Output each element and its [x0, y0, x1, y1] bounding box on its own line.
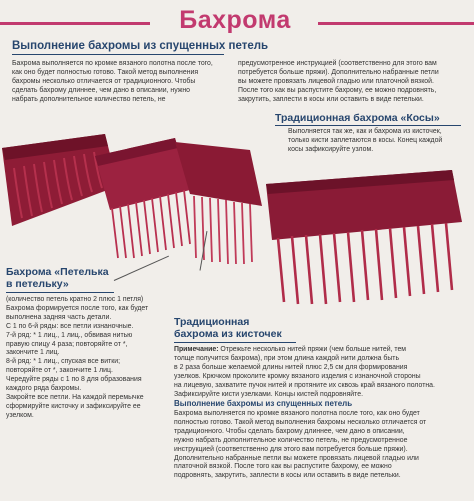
- braids-line: только кисти заплетаются в косы. Конец каждой: [288, 136, 443, 144]
- dropped-line: полностью готово. Такой метод выполнения бахромы несколько отличается от: [174, 418, 427, 426]
- loop-fringe-line: каждого ряда бахромы.: [6, 385, 82, 393]
- dropped-line: традиционного. Чтобы сделать бахрому длиннее, чем дано в описании,: [174, 427, 405, 435]
- dropped-line: платочной вязкой. После того как вы распустите бахрому, ее можно: [174, 463, 392, 471]
- intro-text-right: [238, 60, 470, 105]
- intro-line: набрать дополнительное количество петель, не: [12, 95, 166, 103]
- tassel-heading-rule: [174, 342, 296, 343]
- title-rule-left: [0, 22, 150, 25]
- dropped-line: Дополнительно набранные петли вы можете провязать лицевой гладью или: [174, 454, 419, 462]
- loop-fringe-line: (количество петель кратно 2 плюс 1 петля): [6, 296, 144, 303]
- dropped-line: подровнять, закрутить, заплести в косы или оставить в виде петельки.: [174, 472, 401, 480]
- braids-heading-rule: [275, 125, 461, 126]
- intro-line: закрутить, заплести в косы или оставить в виде петельки.: [238, 95, 424, 103]
- tassel-note-line: Отрежьте несколько нитей пряжи (чем больше нитей, тем: [218, 346, 407, 353]
- title-bar: [0, 6, 474, 36]
- loop-fringe-line: выполнена задняя часть детали.: [6, 313, 112, 321]
- tassel-heading-line-1: Традиционная: [174, 316, 250, 328]
- intro-line: как оно будет полностью готово. Такой метод выполнения: [12, 68, 199, 76]
- note-label: Примечание:: [174, 346, 219, 353]
- title-rule-right: [318, 22, 474, 25]
- intro-text-left: [12, 60, 227, 105]
- loop-fringe-line: правую спицу 4 раза; повторяйте от *,: [6, 340, 128, 348]
- dropped-heading: Выполнение бахромы из спущенных петель: [174, 399, 353, 408]
- section-heading-rule: [12, 54, 224, 55]
- intro-line: Бахрома выполняется по кромке вязаного полотна после того,: [12, 60, 213, 67]
- tassel-note-first-line: [174, 346, 470, 355]
- braids-line: Выполняется так же, как и бахрома из кисточек,: [288, 128, 442, 135]
- braided-fringe-photo: [252, 162, 474, 312]
- intro-line: После того как вы распустите бахрому, ее можно подровнять,: [238, 86, 437, 94]
- tassel-note-line: на лицевую, захватите пучок нитей и протяните их сквозь край вязаного полотна.: [174, 381, 435, 389]
- dropped-line: инструкцией (соответственно для этого вам потребуется больше пряжи).: [174, 445, 408, 453]
- loop-fringe-line: Чередуйте ряды с 1 по 8 для образования: [6, 376, 142, 384]
- dropped-line: Бахрома выполняется по кромке вязаного полотна после того, как оно будет: [174, 410, 420, 417]
- loop-fringe-line: повторяйте от *, закончите 1 лиц.: [6, 367, 113, 375]
- loop-fringe-text: [6, 296, 182, 421]
- tassel-note: [174, 346, 470, 399]
- tassel-note-line: Зафиксируйте кисти узелками. Концы кистей подровняйте.: [174, 390, 363, 398]
- loop-fringe-line: 8-й ряд: * 1 лиц., спуская все витки;: [6, 358, 120, 366]
- middle-swatch-body: [175, 142, 262, 206]
- loop-fringe-line: закончите 1 лиц.: [6, 349, 60, 357]
- loop-fringe-heading: [6, 266, 109, 290]
- loop-fringe-line: Бахрома формируется после того, как будет: [6, 304, 149, 312]
- loop-fringe-heading-line-1: Бахрома «Петелька: [6, 266, 109, 278]
- tassel-heading-line-2: бахрома из кисточек: [174, 328, 282, 340]
- loop-fringe-heading-rule: [6, 292, 114, 293]
- braids-text: [288, 128, 472, 155]
- intro-line: вы можете провязать лицевой гладью или платочной вязкой.: [238, 77, 434, 85]
- intro-line: предусмотренное инструкцией (соответственно для этого вам: [238, 60, 437, 67]
- dropped-line: нужно набрать дополнительное количество петель, не предусмотренное: [174, 436, 408, 444]
- tassel-note-line: в 2 раза больше желаемой длины нитей плюс 2,5 см для формирования: [174, 363, 408, 371]
- tassel-note-line: толще получится бахрома), при этом длина каждой нити должна быть: [174, 354, 400, 362]
- intro-line: бахромы несколько отличается от традиционного. Чтобы: [12, 77, 196, 85]
- page-title: Бахрома: [179, 6, 291, 34]
- braids-line: косы зафиксируйте узлом.: [288, 145, 374, 153]
- loop-fringe-line: С 1 по 6-й ряды: все петли изнаночные.: [6, 322, 134, 330]
- loop-fringe-line: сформируйте кисточку и зафиксируйте ее: [6, 402, 141, 410]
- braids-heading: Традиционная бахрома «Косы»: [275, 112, 440, 124]
- loop-fringe-line: 7-й ряд: * 1 лиц., 1 лиц., обвивая нитью: [6, 331, 133, 339]
- loop-fringe-heading-line-2: в петельку»: [6, 278, 69, 290]
- intro-line: потребуется больше пряжи). Дополнительно набранные петли: [238, 68, 439, 76]
- tassel-note-line: узелков. Крючком проколите кромку вязаного изделия с изнаночной стороны: [174, 372, 421, 380]
- loop-fringe-line: узелком.: [6, 411, 34, 419]
- tassel-heading: [174, 316, 282, 340]
- loop-fringe-line: Закройте все петли. На каждой перемычке: [6, 393, 144, 401]
- intro-line: сделать бахрому длиннее, чем дано в описании, нужно: [12, 86, 190, 94]
- knitted-fringe-photo-left: [0, 108, 290, 278]
- dropped-text: [174, 410, 470, 481]
- section-heading: Выполнение бахромы из спущенных петель: [12, 40, 269, 52]
